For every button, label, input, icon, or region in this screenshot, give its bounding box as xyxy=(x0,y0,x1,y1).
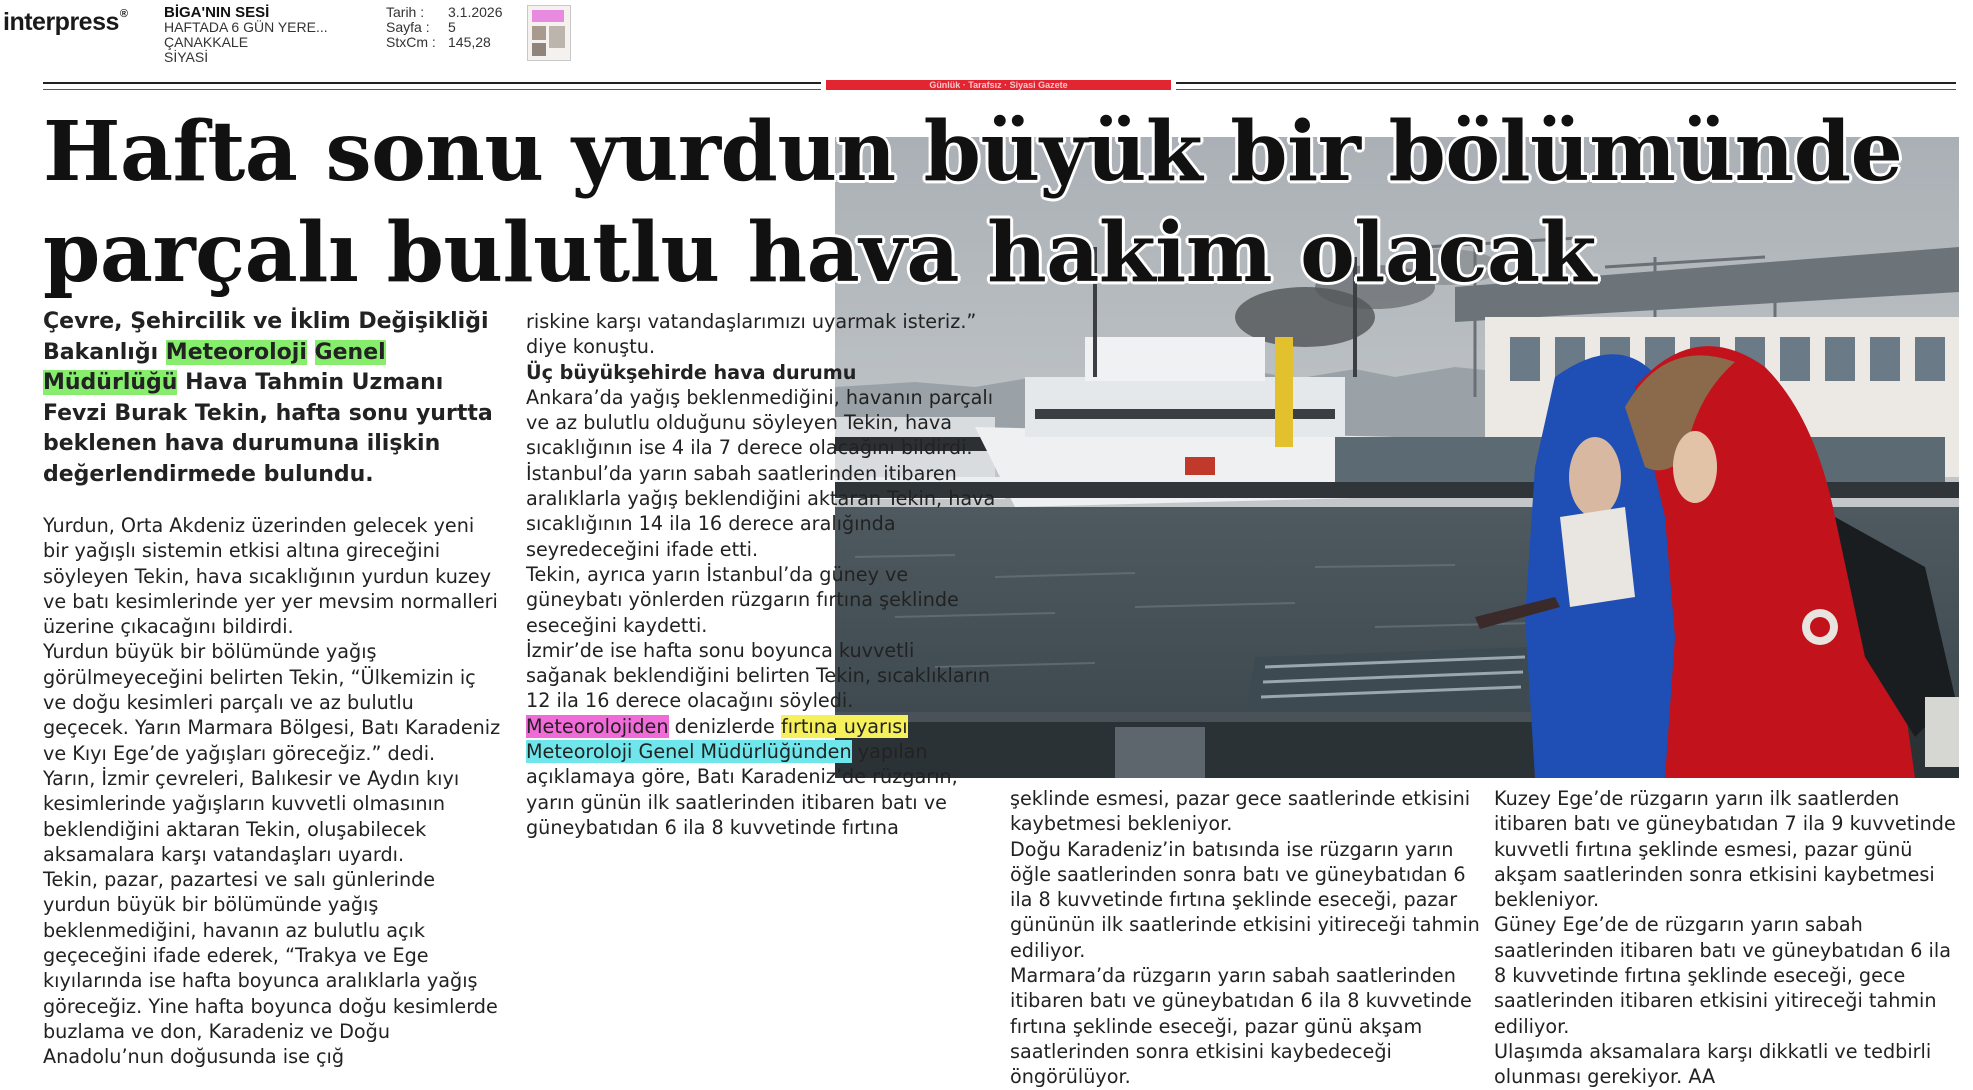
paragraph: riskine karşı vatandaşlarımızı uyarmak isteriz.” diye konuştu. xyxy=(526,310,977,359)
publication-frequency: HAFTADA 6 GÜN YERE... xyxy=(164,19,328,35)
page-value: 5 xyxy=(448,19,456,35)
paragraph-storm-warning: Meteorolojiden denizlerde fırtına uyarısı Meteoroloji Genel Müdürlüğünden yapılan açıklamaya göre, Batı Karadeniz’de rüzgarın, yarın günün ilk saatlerinden itibaren batı ve güneybatıdan 6 ila 8 kuvvetinde fırtına xyxy=(526,714,958,839)
stxcm-value: 145,28 xyxy=(448,34,491,50)
publication-section: SİYASİ xyxy=(164,49,209,65)
article-column-2 xyxy=(526,309,996,840)
headline-line-2: parçalı bulutlu hava hakim olacak xyxy=(43,205,1596,301)
highlight-mudurlugu: Müdürlüğü xyxy=(43,370,178,395)
interpress-logo: interpress® xyxy=(3,8,128,36)
paragraph: Ulaşımda aksamalara karşı dikkatli ve tedbirli olunması gerekiyor. AA xyxy=(1494,1039,1932,1089)
stxcm-label: StxCm : xyxy=(386,34,436,50)
publication-city: ÇANAKKALE xyxy=(164,34,249,50)
paragraph: İstanbul’da yarın sabah saatlerinden itibaren aralıklarla yağış beklendiğini aktaran Tekin, hava sıcaklığının 14 ila 16 derece aralığında seyredeceğini ifade etti. xyxy=(526,461,996,561)
paragraph: Yurdun büyük bir bölümünde yağış görülmeyeceğini belirten Tekin, “Ülkemizin iç ve doğu kesimleri parçalı ve az bulutlu geçecek. Yarın Marmara Bölgesi, Batı Karadeniz ve Kıyı Ege’de yağışları göreceğiz.” dedi. xyxy=(43,640,501,765)
paragraph: İzmir’de ise hafta sonu boyunca kuvvetli sağanak beklendiğini belirten Tekin, sıcaklıkların 12 ila 16 derece olacağını söyledi. xyxy=(526,638,991,713)
masthead-rule-left xyxy=(43,82,821,84)
paragraph: Ankara’da yağış beklenmediğini, havanın parçalı ve az bulutlu olduğunu söyleyen Tekin, hava sıcaklığının ise 4 ila 7 derece olacağını bildirdi. xyxy=(526,385,994,460)
paragraph: şeklinde esmesi, pazar gece saatlerinde etkisini kaybetmesi bekleniyor. xyxy=(1010,787,1471,836)
masthead-rule-right xyxy=(1176,82,1956,84)
paragraph: Marmara’da rüzgarın yarın sabah saatlerinden itibaren batı ve güneybatıdan 6 ila 8 kuvvetinde fırtına şeklinde eseceği, pazar günü akşam saatlerinden sonra etkisini kaybedeceği öngörülüyor. xyxy=(1010,964,1472,1089)
highlight-meteoroloji: Meteoroloji xyxy=(165,339,307,365)
paragraph: Tekin, pazar, pazartesi ve salı günlerinde yurdun büyük bir bölümünde yağış beklenmediğini, havanın az bulutlu açık geçeceğini ifade ederek, “Trakya ve Ege kıyılarında ise hafta boyunca aralıklarla yağış göreceğiz. Yine hafta boyunca doğu kesimlerde buzlama ve don, Karadeniz ve Doğu Anadolu’nun doğusunda ise çığ xyxy=(43,868,498,1069)
clipping-meta xyxy=(386,5,503,50)
date-value: 3.1.2026 xyxy=(448,4,503,20)
paragraph: Yarın, İzmir çevreleri, Balıkesir ve Aydın kıyı kesimlerinde yağışların kuvvetli olmasının beklendiğini aktaran Tekin, oluşabilecek aksamalara karşı vatandaşları uyardı. xyxy=(43,766,460,866)
headline-line-1: Hafta sonu yurdun büyük bir bölümünde xyxy=(43,104,1903,200)
highlight-meteoroloji-genel-mudurlugu: Meteoroloji Genel Müdürlüğünden xyxy=(526,740,852,764)
paragraph: Güney Ege’de de rüzgarın yarın sabah saatlerinden itibaren batı ve güneybatıdan 6 ila 8 kuvvetinde fırtına şeklinde eseceği, gece saatlerinden itibaren etkisini yitireceği tahmin ediliyor. xyxy=(1494,913,1951,1038)
article-column-3 xyxy=(1010,786,1480,1090)
masthead-red-band: Günlük · Tarafsız · Siyasi Gazete xyxy=(826,80,1171,90)
publication-name: BİGA'NIN SESİ xyxy=(164,4,270,21)
page-thumbnail[interactable] xyxy=(527,5,571,61)
masthead-rule-left-thin xyxy=(43,89,821,90)
highlight-firtina-uyarisi: fırtına uyarısı xyxy=(780,714,908,738)
article-headline xyxy=(43,102,1903,304)
article-lead: Çevre, Şehircilik ve İklim Değişikliği Bakanlığı Meteoroloji Genel Müdürlüğü Hava Tahmin Uzmanı Fevzi Burak Tekin, hafta sonu yurtta beklenen hava durumuna ilişkin değerlendirmede bulundu. xyxy=(43,309,493,487)
paragraph: Kuzey Ege’de rüzgarın yarın ilk saatlerden itibaren batı ve güneybatıdan 7 ila 9 kuvvetinde kuvvetli fırtına şeklinde esmesi, pazar günü akşam saatlerinden sonra etkisini kaybetmesi bekleniyor. xyxy=(1494,787,1956,912)
masthead-rule-right-thin xyxy=(1176,89,1956,90)
page-label: Sayfa : xyxy=(386,19,430,35)
publication-info xyxy=(164,5,328,65)
article-column-1 xyxy=(43,513,503,1070)
paragraph: Doğu Karadeniz’in batısında ise rüzgarın yarın öğle saatlerinden sonra batı ve güneybatıdan 6 ila 8 kuvvetinde fırtına şeklinde eseceği, pazar gününün ilk saatlerinde etkisini yitireceği tahmin ediliyor. xyxy=(1010,837,1480,962)
paragraph: Yurdun, Orta Akdeniz üzerinden gelecek yeni bir yağışlı sistemin etkisi altına gireceğini söyleyen Tekin, hava sıcaklığının yurdun kuzey ve batı kesimlerinde yer yer mevsim normalleri üzerine çıkacağını bildirdi. xyxy=(43,514,498,639)
article-column-4 xyxy=(1494,786,1964,1090)
date-label: Tarih : xyxy=(386,4,425,20)
highlight-meteorolojiden: Meteorolojiden xyxy=(526,714,669,738)
subheading-three-cities: Üç büyükşehirde hava durumu xyxy=(526,360,857,384)
paragraph: Tekin, ayrıca yarın İstanbul’da güney ve güneybatı yönlerden rüzgarın fırtına şeklinde eseceğini kaydetti. xyxy=(526,562,959,637)
highlight-genel: Genel xyxy=(314,339,386,365)
